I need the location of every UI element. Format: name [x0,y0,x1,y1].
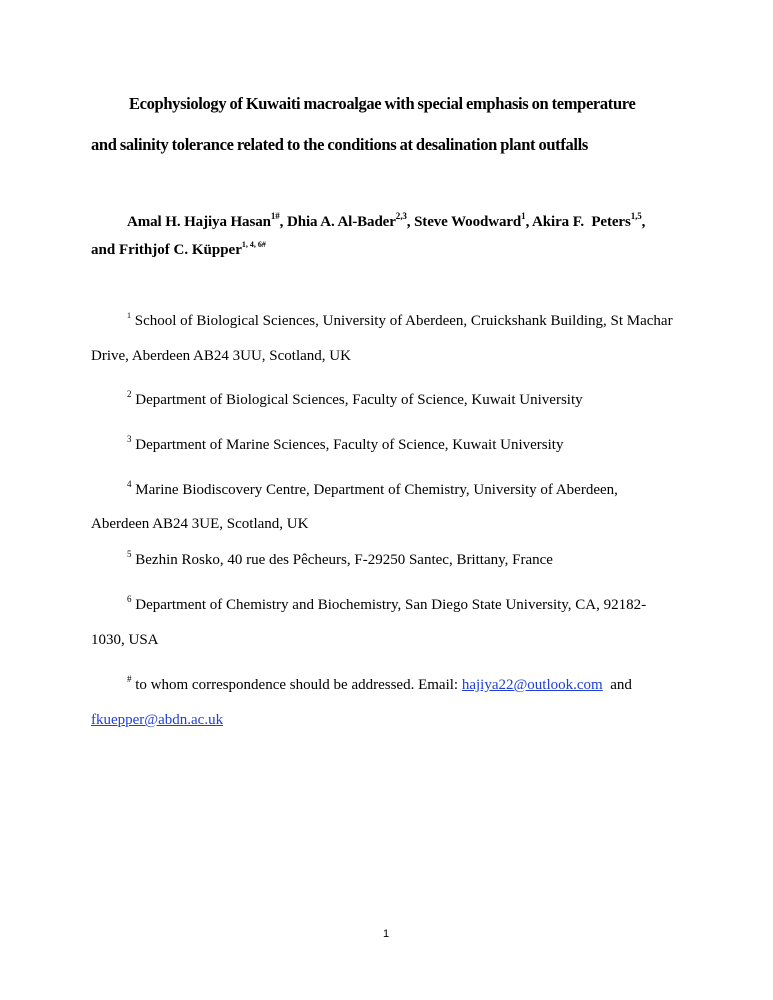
affiliation-6-continued: 1030, USA [91,632,159,648]
correspondence-note [127,676,632,694]
affiliation-text: Bezhin Rosko, 40 rue des Pêcheurs, F-29250 Santec, Brittany, France [135,552,553,568]
author-affiliation-marker: 1# [270,211,280,221]
author-separator: , [525,214,533,230]
author-separator: , [406,214,415,230]
affiliation-marker: 6 [127,594,132,604]
affiliation-3 [127,436,563,454]
affiliation-text: Department of Chemistry and Biochemistry, San Diego State University, CA, 92182- [135,597,647,613]
affiliation-2 [127,391,583,409]
affiliation-text: Department of Marine Sciences, Faculty of Science, Kuwait University [135,437,564,453]
author-name: Frithjof C. Küpper [118,242,242,258]
affiliation-text: School of Biological Sciences, University of Aberdeen, Cruickshank Building, St Machar [134,313,673,329]
author-affiliation-marker: 1 [521,211,526,221]
author-separator: , [641,214,646,230]
page-number: 1 [383,928,390,940]
author-name: Akira F. Peters [532,214,631,230]
affiliation-marker: 5 [127,549,132,559]
author-affiliation-marker: 2,3 [395,211,407,221]
author-name: Dhia A. Al-Bader [286,214,396,230]
affiliation-marker: 2 [127,389,132,399]
affiliation-marker: 1 [127,311,131,320]
affiliation-1-continued: Drive, Aberdeen AB24 3UU, Scotland, UK [91,348,351,364]
correspondence-text: to whom correspondence should be addressed. Email: [131,677,462,693]
affiliation-text: Department of Biological Sciences, Faculty of Science, Kuwait University [135,392,583,408]
paper-title-line-1: Ecophysiology of Kuwaiti macroalgae with special emphasis on temperature [129,94,636,113]
affiliation-marker: 3 [127,434,132,444]
email-link-kuepper[interactable]: fkuepper@abdn.ac.uk [91,712,224,728]
email-link-hajiya[interactable]: hajiya22@outlook.com [461,677,603,693]
author-name: Amal H. Hajiya Hasan [127,214,271,230]
author-name: Steve Woodward [414,214,522,230]
author-list-line-1 [127,213,645,231]
author-list-line-2 [91,241,266,259]
correspondence-marker: # [127,674,132,684]
author-affiliation-marker: 1,5 [630,211,642,221]
affiliation-5 [127,551,553,569]
paper-title-line-2: and salinity tolerance related to the conditions at desalination plant outfalls [91,135,588,154]
affiliation-4 [127,481,618,499]
correspondence-continued [91,711,223,729]
affiliation-4-continued: Aberdeen AB24 3UE, Scotland, UK [91,516,309,532]
author-conjunction: and [91,242,119,258]
affiliation-6 [127,596,646,614]
author-affiliation-marker: 1, 4, 6# [241,240,266,249]
affiliation-marker: 4 [127,479,132,489]
affiliation-text: Marine Biodiscovery Centre, Department of Chemistry, University of Aberdeen, [135,482,618,498]
affiliation-1 [127,312,673,330]
correspondence-and: and [602,677,632,693]
author-separator: , [279,214,287,230]
